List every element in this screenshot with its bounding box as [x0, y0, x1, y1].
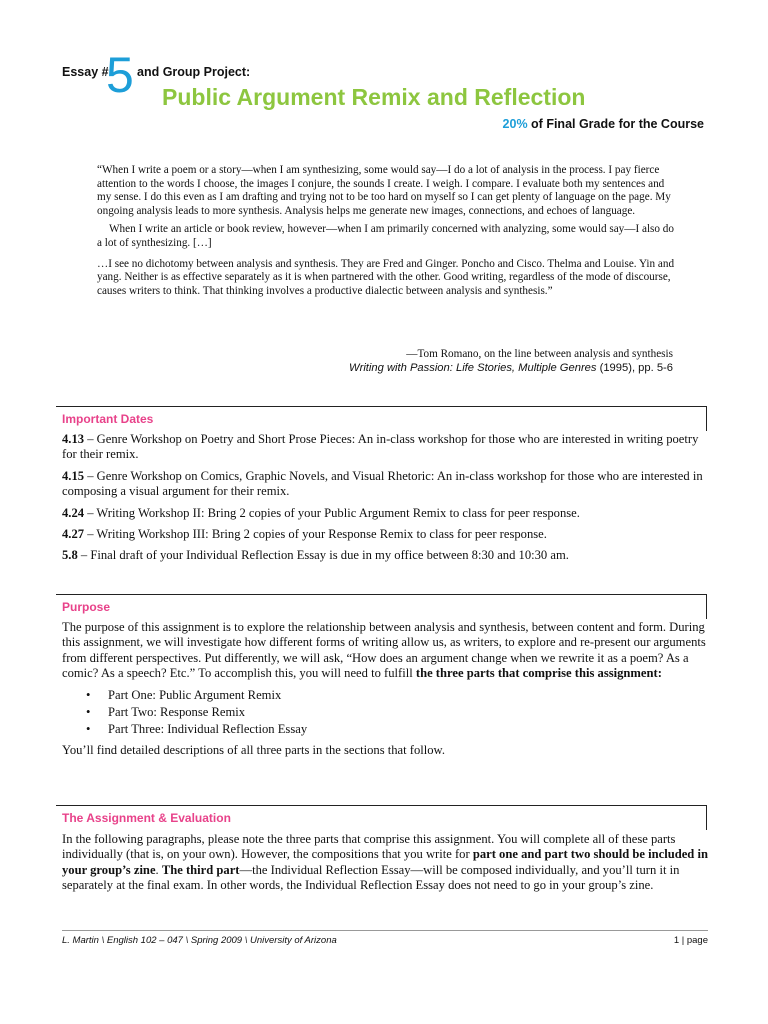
page-number: 1 | page	[673, 935, 708, 946]
quote-paragraph-1: “When I write a poem or a story—when I am synthesizing, some would say—I do a lot of analysis in the process. I pay fierce attention to the words I choose, the images I conjure, the sounds I create. I weigh. I compare. I evaluate both my sentences and my sense. I do this even as I am drafting and trying not to be too hard on myself so I can get plenty of language on the page. My ongoing analysis leads to more synthesis. Analysis helps me generate new images, connections, and echoes of language.	[97, 164, 671, 217]
assignment-text-2: .	[155, 862, 162, 877]
purpose-paragraph	[62, 620, 708, 682]
date-label: 4.24	[62, 505, 85, 520]
assignment-body	[62, 832, 708, 894]
date-item	[62, 548, 708, 563]
purpose-section	[56, 594, 707, 619]
important-dates-list	[62, 432, 708, 570]
assignment-bold-2: The third part	[161, 862, 240, 877]
essay-subtitle: and Group Project:	[137, 65, 251, 79]
page-title: Public Argument Remix and Reflection	[162, 84, 586, 110]
date-text: – Final draft of your Individual Reflection Essay is due in my office between 8:30 and 10:30 am.	[77, 548, 569, 563]
epigraph-quote	[97, 164, 677, 298]
important-dates-heading: Important Dates	[62, 412, 154, 426]
date-label: 4.27	[62, 527, 85, 542]
quote-paragraph-3: …I see no dichotomy between analysis and synthesis. They are Fred and Ginger. Poncho and Cisco. Thelma and Louise. Yin and yang. Neither is as effective separately as it is when partnered with the other. Good writing, regardless of the mode of discourse, causes writers to think. That thinking involves a productive dialectic between analysis and synthesis.”	[97, 257, 675, 297]
purpose-closing: You’ll find detailed descriptions of all three parts in the sections that follow.	[62, 742, 445, 757]
quote-paragraph-2: When I write an article or book review, however—when I am primarily concerned with analyzing, some would say—I also do a lot of synthesizing. […]	[97, 223, 674, 249]
assignment-section	[56, 805, 707, 830]
purpose-body	[62, 620, 708, 758]
essay-number: 5	[106, 47, 134, 103]
purpose-heading: Purpose	[62, 600, 111, 614]
grade-text: of Final Grade for the Course	[527, 117, 704, 131]
assignment-paragraph	[62, 832, 708, 894]
date-item	[62, 432, 708, 463]
date-text: – Genre Workshop on Comics, Graphic Novels, and Visual Rhetoric: An in-class workshop for those who are interested in composing a visual argument for their remix.	[62, 468, 703, 499]
quote-source	[98, 362, 673, 374]
date-label: 4.15	[62, 468, 85, 483]
date-text: – Genre Workshop on Poetry and Short Prose Pieces: An in-class workshop for those who are interested in writing poetry for their remix.	[62, 432, 699, 462]
essay-label: Essay #	[62, 65, 109, 79]
important-dates-section	[56, 406, 707, 431]
assignment-bold-1: part one and part two should be included in your group’s zine	[62, 847, 708, 877]
page-footer	[62, 930, 708, 946]
date-item	[62, 506, 708, 521]
quote-attribution: —Tom Romano, on the line between analysis and synthesis	[406, 348, 673, 360]
grade-weight	[503, 117, 704, 131]
list-item: • Part One: Public Argument Remix	[108, 687, 708, 704]
purpose-text-bold: the three parts that comprise this assignment:	[415, 666, 662, 681]
book-info: (1995), pp. 5-6	[596, 362, 673, 374]
grade-percent: 20%	[502, 117, 528, 131]
book-title: Writing with Passion: Life Stories, Multiple Genres	[349, 362, 597, 374]
purpose-text: The purpose of this assignment is to explore the relationship between analysis and synthesis, between content and form. During this assignment, we will investigate how different forms of writing allow us, as writers, to explore and re-present our arguments from different perspectives. Put differently, we will ask, “How does an argument change when we rewrite it as a poem? As a comic? As a speech? Etc.” To accomplish this, you will need to fulfill	[62, 620, 706, 681]
date-item	[62, 469, 708, 500]
assignment-heading: The Assignment & Evaluation	[62, 811, 231, 825]
date-label: 4.13	[62, 432, 85, 446]
date-text: – Writing Workshop III: Bring 2 copies of your Response Remix to class for peer response.	[84, 527, 547, 542]
date-label: 5.8	[62, 548, 78, 563]
date-item	[62, 527, 708, 542]
date-text: – Writing Workshop II: Bring 2 copies of your Public Argument Remix to class for peer response.	[84, 505, 580, 520]
list-item: • Part Three: Individual Reflection Essay	[108, 721, 708, 738]
list-item: • Part Two: Response Remix	[108, 704, 708, 721]
assignment-text-3: —the Individual Reflection Essay—will be composed individually, and you’ll turn it in separately at the final exam. In other words, the Individual Reflection Essay does not need to go in your group’s zine.	[62, 862, 680, 893]
parts-list	[62, 687, 708, 738]
assignment-text-1: In the following paragraphs, please note the three parts that comprise this assignment. You will complete all of these parts individually (that is, on your own). However, the compositions that you write for	[62, 832, 676, 862]
footer-course-info: L. Martin \ English 102 – 047 \ Spring 2009 \ University of Arizona	[62, 935, 337, 946]
